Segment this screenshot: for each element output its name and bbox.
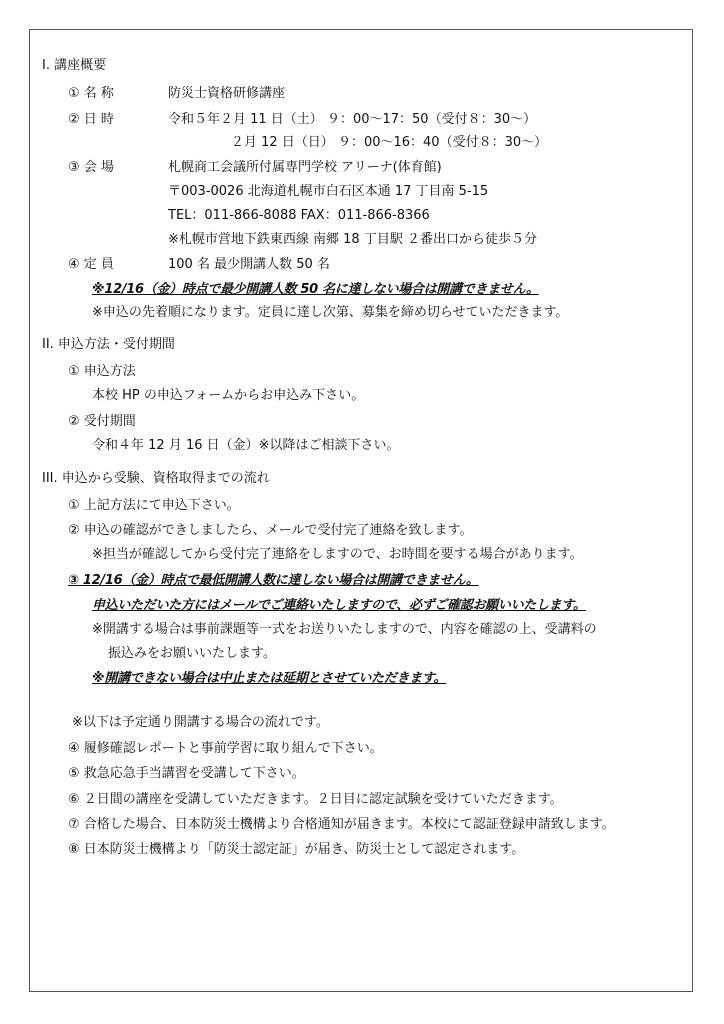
schedule-day1: 令和５年２月 11 日（土） ９：00～17：50（受付８：30～） [168, 112, 537, 127]
application-method-label: ① 申込方法 [68, 364, 136, 379]
venue-access: ※札幌市営地下鉄東西線 南郷 18 丁目駅 ２番出口から徒歩５分 [168, 232, 537, 247]
cancellation-notice: ※開講できない場合は中止または延期とさせていただきます。 [92, 671, 447, 686]
schedule-day2: ２月 12 日（日） ９：00～16：40（受付８：30～） [231, 135, 548, 150]
flow-step-1: ① 上記方法にて申込下さい。 [68, 498, 240, 513]
flow-step-8: ⑧ 日本防災士機構より「防災士認定証」が届き、防災士として認定されます。 [68, 842, 525, 857]
flow-step-6: ⑥ ２日間の講座を受講していただきます。２日目に認定試験を受けていただきます。 [68, 792, 563, 807]
venue-address: 〒003-0026 北海道札幌市白石区本通 17 丁目南 5-15 [168, 184, 489, 199]
flow-intro: ※以下は予定通り開講する場合の流れです。 [72, 715, 329, 730]
minimum-enrollment-notice: ※12/16（金）時点で最少開講人数 50 名に達しない場合は開講できません。 [92, 282, 539, 297]
flow-step-3-note-line1: ※開講する場合は事前課題等一式をお送りいたしますので、内容を確認の上、受講料の [92, 622, 597, 637]
application-method-text: 本校 HP の申込フォームからお申込み下さい。 [92, 388, 365, 403]
flow-step-3-note-line2: 振込みをお願いいたします。 [108, 646, 276, 661]
flow-step-3-warning: ③ 12/16（金）時点で最低開講人数に達しない場合は開講できません。 [68, 573, 479, 588]
application-period-text: 令和４年 12 月 16 日（金）※以降はご相談下さい。 [92, 438, 400, 453]
venue-name: 札幌商工会議所付属専門学校 アリーナ(体育館) [168, 160, 442, 175]
flow-step-2-note: ※担当が確認してから受付完了連絡をしますので、お時間を要する場合があります。 [92, 547, 583, 562]
application-period-label: ② 受付期間 [68, 414, 136, 429]
section-2-heading: II. 申込方法・受付期間 [42, 337, 175, 352]
course-name-row [68, 85, 285, 103]
flow-step-2: ② 申込の確認ができしましたら、メールで受付完了連絡を致します。 [68, 523, 473, 538]
section-1-heading: I. 講座概要 [42, 58, 107, 73]
flow-step-7: ⑦ 合格した場合、日本防災士機構より合格通知が届きます。本校にて認証登録申請致します。 [68, 817, 615, 832]
schedule-row [68, 111, 536, 129]
section-3-heading: III. 申込から受験、資格取得までの流れ [42, 471, 270, 486]
capacity-label: ④ 定 員 [68, 257, 114, 272]
venue-label: ③ 会 場 [68, 160, 114, 175]
first-come-notice: ※申込の先着順になります。定員に達し次第、募集を締め切らせていただきます。 [92, 305, 569, 320]
course-name-label: ① 名 称 [68, 86, 114, 101]
flow-step-3-contact: 申込いただいた方にはメールでご連絡いたしますので、必ずご確認お願いいたします。 [92, 598, 586, 613]
capacity-value: 100 名 最少開講人数 50 名 [168, 257, 330, 272]
flow-step-4: ④ 履修確認レポートと事前学習に取り組んで下さい。 [68, 741, 383, 756]
flow-step-5: ⑤ 救急応急手当講習を受講して下さい。 [68, 766, 305, 781]
venue-row [68, 159, 442, 177]
venue-phone-fax: TEL：011-866-8088 FAX：011-866-8366 [168, 208, 430, 223]
course-name-value: 防災士資格研修講座 [168, 86, 286, 101]
schedule-label: ② 日 時 [68, 112, 114, 127]
capacity-row [68, 256, 330, 274]
